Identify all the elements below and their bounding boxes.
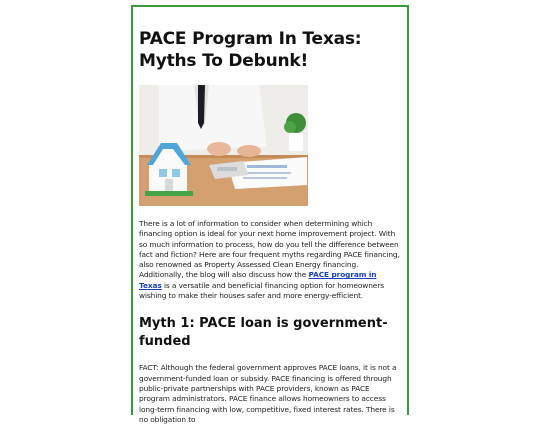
article-content: [139, 7, 401, 425]
intro-text-after: is a versatile and beneficial financing option for homeowners wishing to make their houses safer and more energy-efficient.: [139, 280, 384, 301]
hero-illustration: [139, 85, 308, 206]
intro-paragraph: [139, 219, 401, 301]
article-frame: [131, 5, 409, 424]
myth1-paragraph: FACT: Although the federal government approves PACE loans, it is not a government-funded loan or subsidy. PACE financing is offered through public-private partnerships with PACE providers, known as PACE program administrators. PACE finance allows homeowners to access long-term financing with low, competitive, fixed interest rates. There is no obligation to: [139, 363, 397, 424]
hero-image: [139, 85, 308, 206]
pace-program-link[interactable]: PACE program in Texas: [139, 270, 377, 290]
myth1-heading: Myth 1: PACE loan is government-funded: [139, 316, 388, 350]
article-title: PACE Program In Texas: Myths To Debunk!: [139, 29, 362, 71]
intro-text-before: There is a lot of information to consider when determining which financing option is ideal for your next home improvement project. With so much information to process, how do you tell the difference between fact and fiction? Here are four frequent myths regarding PACE financing, also renowned as Property Assessed Clean Energy financing. Additionally, the blog will also discuss how the: [139, 219, 400, 280]
